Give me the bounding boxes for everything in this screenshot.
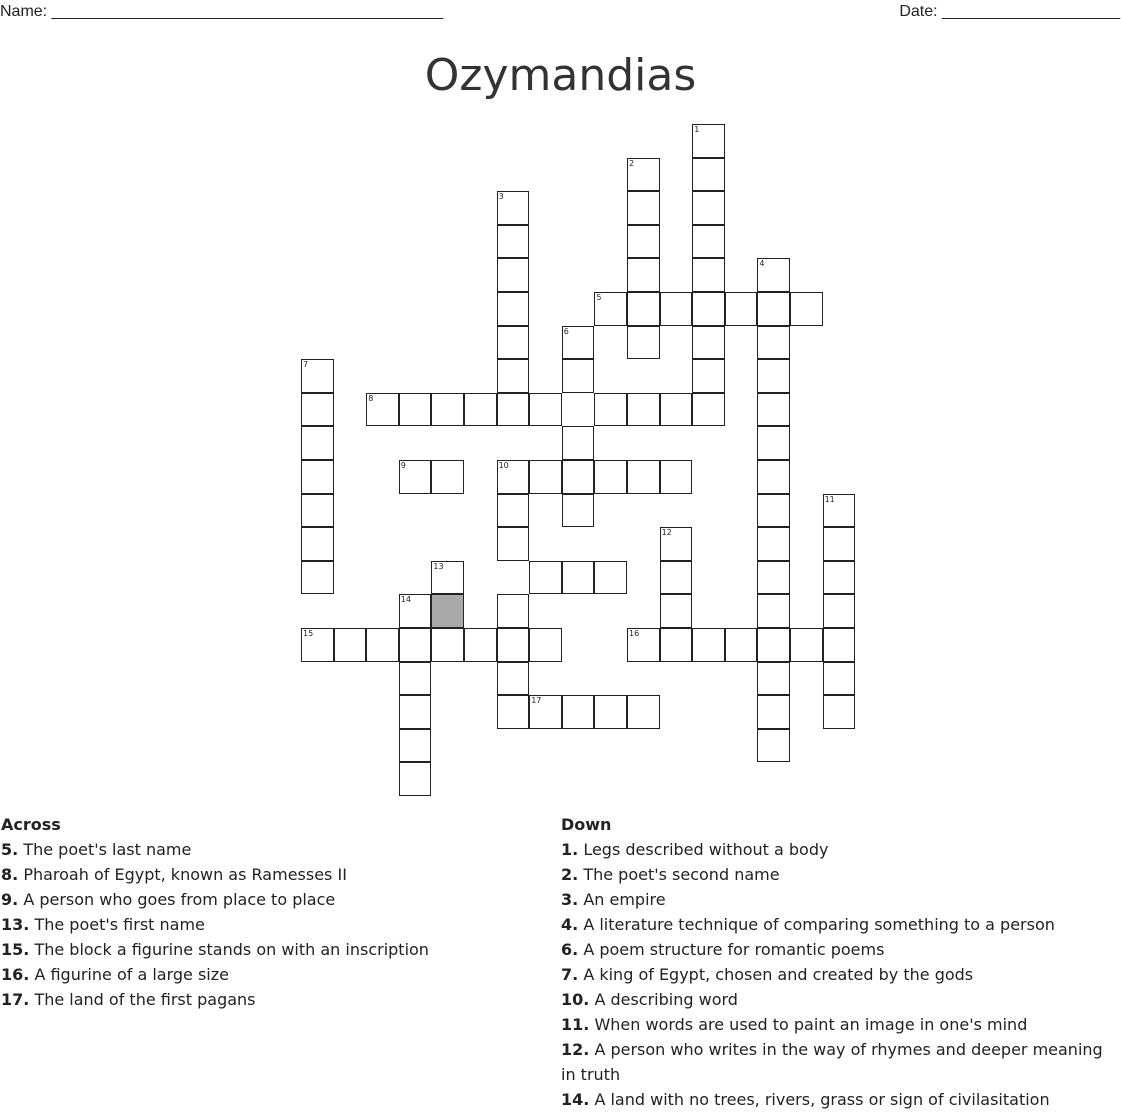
clue-number: 2 xyxy=(629,158,635,168)
clue-item xyxy=(561,987,1117,1012)
grid-cell[interactable] xyxy=(660,594,693,628)
grid-cell[interactable] xyxy=(594,695,627,729)
grid-cell[interactable] xyxy=(757,393,790,427)
grid-cell[interactable] xyxy=(497,460,530,494)
clue-number: 3 xyxy=(498,192,504,202)
grid-cell[interactable] xyxy=(301,494,334,528)
grid-cell[interactable] xyxy=(431,393,464,427)
grid-cell[interactable] xyxy=(692,326,725,360)
grid-cell[interactable] xyxy=(399,594,432,628)
grid-cell[interactable] xyxy=(692,158,725,192)
grid-cell[interactable] xyxy=(757,494,790,528)
grid-cell[interactable] xyxy=(464,393,497,427)
clue-number-label: 9. xyxy=(1,890,19,909)
grid-cell[interactable] xyxy=(823,594,856,628)
clue-item xyxy=(561,1037,1117,1087)
down-clues xyxy=(561,812,1117,1112)
across-clues xyxy=(1,812,541,1012)
grid-cell[interactable] xyxy=(692,258,725,292)
grid-cell[interactable] xyxy=(757,426,790,460)
clue-text: The poet's second name xyxy=(583,865,780,884)
date-field-line: Date: ____________________ xyxy=(899,3,1120,20)
grid-cell[interactable] xyxy=(399,662,432,696)
clue-number-label: 4. xyxy=(561,915,579,934)
grid-cell[interactable] xyxy=(562,561,595,595)
clue-item xyxy=(561,1087,1117,1112)
grid-cell[interactable] xyxy=(399,762,432,796)
grid-cell[interactable] xyxy=(301,359,334,393)
grid-cell[interactable] xyxy=(301,393,334,427)
grid-cell[interactable] xyxy=(757,729,790,763)
grid-cell[interactable] xyxy=(399,695,432,729)
clue-item xyxy=(1,862,541,887)
grid-cell[interactable] xyxy=(301,426,334,460)
grid-cell[interactable] xyxy=(529,628,562,662)
grid-cell[interactable] xyxy=(562,326,595,360)
grid-cell[interactable] xyxy=(692,124,725,158)
grid-cell[interactable] xyxy=(660,292,693,326)
grid-cell[interactable] xyxy=(823,527,856,561)
clue-text: The land of the first pagans xyxy=(34,990,256,1009)
clue-text: The poet's last name xyxy=(23,840,192,859)
grid-cell[interactable] xyxy=(497,628,530,662)
grid-cell[interactable] xyxy=(431,628,464,662)
clue-number-label: 7. xyxy=(561,965,579,984)
clue-number-label: 6. xyxy=(561,940,579,959)
clue-item xyxy=(561,1012,1117,1037)
shaded-cell xyxy=(431,594,464,628)
grid-cell[interactable] xyxy=(431,561,464,595)
clue-number: 16 xyxy=(629,629,640,638)
clue-item xyxy=(561,937,1117,962)
grid-cell[interactable] xyxy=(757,561,790,595)
clue-number: 11 xyxy=(824,494,835,504)
grid-cell[interactable] xyxy=(757,662,790,696)
grid-cell[interactable] xyxy=(627,695,660,729)
grid-cell[interactable] xyxy=(757,695,790,729)
grid-cell[interactable] xyxy=(660,460,693,494)
down-heading: Down xyxy=(561,815,612,834)
clue-item xyxy=(561,837,1117,862)
grid-cell[interactable] xyxy=(627,292,660,326)
clue-number: 15 xyxy=(303,629,314,638)
grid-cell[interactable] xyxy=(594,393,627,427)
clue-number: 7 xyxy=(303,360,309,370)
grid-cell[interactable] xyxy=(627,158,660,192)
grid-cell[interactable] xyxy=(301,460,334,494)
clue-number: 12 xyxy=(661,528,672,538)
grid-cell[interactable] xyxy=(692,393,725,427)
grid-cell[interactable] xyxy=(627,258,660,292)
grid-cell[interactable] xyxy=(301,527,334,561)
grid-cell[interactable] xyxy=(757,292,790,326)
clue-text: When words are used to paint an image in one's mind xyxy=(594,1015,1028,1034)
grid-cell[interactable] xyxy=(757,594,790,628)
grid-cell[interactable] xyxy=(562,359,595,393)
grid-cell[interactable] xyxy=(757,460,790,494)
grid-cell[interactable] xyxy=(497,191,530,225)
grid-cell[interactable] xyxy=(627,628,660,662)
clue-text: A describing word xyxy=(594,990,738,1009)
clue-number-label: 16. xyxy=(1,965,30,984)
grid-cell[interactable] xyxy=(497,494,530,528)
clue-item xyxy=(561,887,1117,912)
clue-item xyxy=(1,837,541,862)
clue-text: Pharoah of Egypt, known as Ramesses II xyxy=(23,865,347,884)
grid-cell[interactable] xyxy=(301,561,334,595)
grid-cell[interactable] xyxy=(594,561,627,595)
grid-cell[interactable] xyxy=(464,628,497,662)
down-clue-list xyxy=(561,837,1117,1112)
clue-number-label: 2. xyxy=(561,865,579,884)
grid-cell[interactable] xyxy=(334,628,367,662)
clue-text: Legs described without a body xyxy=(583,840,829,859)
grid-cell[interactable] xyxy=(725,292,758,326)
clue-number: 9 xyxy=(400,461,406,470)
grid-cell[interactable] xyxy=(497,292,530,326)
clue-item xyxy=(1,912,541,937)
grid-cell[interactable] xyxy=(757,359,790,393)
clue-number-label: 8. xyxy=(1,865,19,884)
grid-cell[interactable] xyxy=(594,292,627,326)
clue-number: 14 xyxy=(400,595,411,605)
grid-cell[interactable] xyxy=(692,292,725,326)
grid-cell[interactable] xyxy=(497,393,530,427)
clue-text: An empire xyxy=(583,890,666,909)
grid-cell[interactable] xyxy=(497,594,530,628)
grid-cell[interactable] xyxy=(497,527,530,561)
grid-cell[interactable] xyxy=(431,460,464,494)
grid-cell[interactable] xyxy=(497,258,530,292)
clue-number-label: 1. xyxy=(561,840,579,859)
grid-cell[interactable] xyxy=(497,662,530,696)
clue-item xyxy=(561,962,1117,987)
grid-cell[interactable] xyxy=(529,561,562,595)
clue-item xyxy=(561,912,1117,937)
grid-cell[interactable] xyxy=(692,628,725,662)
grid-cell[interactable] xyxy=(627,326,660,360)
grid-cell[interactable] xyxy=(529,695,562,729)
grid-cell[interactable] xyxy=(660,527,693,561)
grid-cell[interactable] xyxy=(366,628,399,662)
clue-text: A person who writes in the way of rhymes and deeper meaning in truth xyxy=(561,1040,1103,1084)
grid-cell[interactable] xyxy=(594,460,627,494)
grid-cell[interactable] xyxy=(301,628,334,662)
grid-cell[interactable] xyxy=(627,393,660,427)
grid-cell[interactable] xyxy=(497,359,530,393)
page-title: Ozymandias xyxy=(424,50,697,101)
grid-cell[interactable] xyxy=(660,561,693,595)
clue-item xyxy=(561,862,1117,887)
grid-cell[interactable] xyxy=(823,628,856,662)
grid-cell[interactable] xyxy=(627,460,660,494)
clue-number: 5 xyxy=(596,293,602,302)
clue-text: The block a figurine stands on with an inscription xyxy=(34,940,429,959)
clue-number: 6 xyxy=(563,326,569,336)
grid-cell[interactable] xyxy=(692,359,725,393)
clue-text: A king of Egypt, chosen and created by the gods xyxy=(583,965,974,984)
clue-number: 8 xyxy=(368,393,374,403)
grid-cell[interactable] xyxy=(757,628,790,662)
grid-cell[interactable] xyxy=(627,191,660,225)
clue-number: 1 xyxy=(694,125,700,134)
grid-cell[interactable] xyxy=(660,393,693,427)
clue-text: A poem structure for romantic poems xyxy=(583,940,885,959)
clue-number: 10 xyxy=(498,461,509,470)
grid-cell[interactable] xyxy=(497,695,530,729)
grid-cell[interactable] xyxy=(692,225,725,259)
grid-cell[interactable] xyxy=(497,225,530,259)
grid-cell[interactable] xyxy=(562,426,595,460)
grid-cell[interactable] xyxy=(399,460,432,494)
grid-cell[interactable] xyxy=(823,695,856,729)
grid-cell[interactable] xyxy=(562,494,595,528)
grid-cell[interactable] xyxy=(823,662,856,696)
clue-item xyxy=(1,962,541,987)
grid-cell[interactable] xyxy=(399,393,432,427)
name-field-line: Name: ____________________________________________ xyxy=(0,3,444,20)
clue-number-label: 13. xyxy=(1,915,30,934)
clue-number: 17 xyxy=(531,696,542,706)
clue-number-label: 15. xyxy=(1,940,30,959)
clue-number-label: 5. xyxy=(1,840,19,859)
clue-number-label: 14. xyxy=(561,1090,590,1109)
grid-cell[interactable] xyxy=(692,191,725,225)
grid-cell[interactable] xyxy=(757,326,790,360)
clue-number-label: 12. xyxy=(561,1040,590,1059)
grid-cell[interactable] xyxy=(366,393,399,427)
grid-cell[interactable] xyxy=(562,695,595,729)
clue-item xyxy=(1,887,541,912)
grid-cell[interactable] xyxy=(790,628,823,662)
grid-cell[interactable] xyxy=(823,494,856,528)
clue-number-label: 17. xyxy=(1,990,30,1009)
clue-text: The poet's first name xyxy=(34,915,205,934)
clue-number: 4 xyxy=(759,259,765,269)
grid-cell[interactable] xyxy=(660,628,693,662)
grid-cell[interactable] xyxy=(757,258,790,292)
clue-text: A literature technique of comparing something to a person xyxy=(583,915,1055,934)
grid-cell[interactable] xyxy=(497,326,530,360)
grid-cell[interactable] xyxy=(399,729,432,763)
grid-cell[interactable] xyxy=(757,527,790,561)
across-clue-list xyxy=(1,837,541,1012)
clue-number-label: 10. xyxy=(561,990,590,1009)
clue-item xyxy=(1,987,541,1012)
grid-cell[interactable] xyxy=(823,561,856,595)
clue-number-label: 3. xyxy=(561,890,579,909)
clue-text: A land with no trees, rivers, grass or sign of civilasitation xyxy=(594,1090,1050,1109)
clue-item xyxy=(1,937,541,962)
clue-text: A figurine of a large size xyxy=(34,965,229,984)
clue-text: A person who goes from place to place xyxy=(23,890,336,909)
grid-cell[interactable] xyxy=(529,393,562,427)
across-heading: Across xyxy=(1,815,61,834)
grid-cell[interactable] xyxy=(562,460,595,494)
grid-cell[interactable] xyxy=(725,628,758,662)
clue-number-label: 11. xyxy=(561,1015,590,1034)
grid-cell[interactable] xyxy=(627,225,660,259)
clue-number: 13 xyxy=(433,561,444,571)
grid-cell[interactable] xyxy=(529,460,562,494)
grid-cell[interactable] xyxy=(399,628,432,662)
grid-cell[interactable] xyxy=(790,292,823,326)
